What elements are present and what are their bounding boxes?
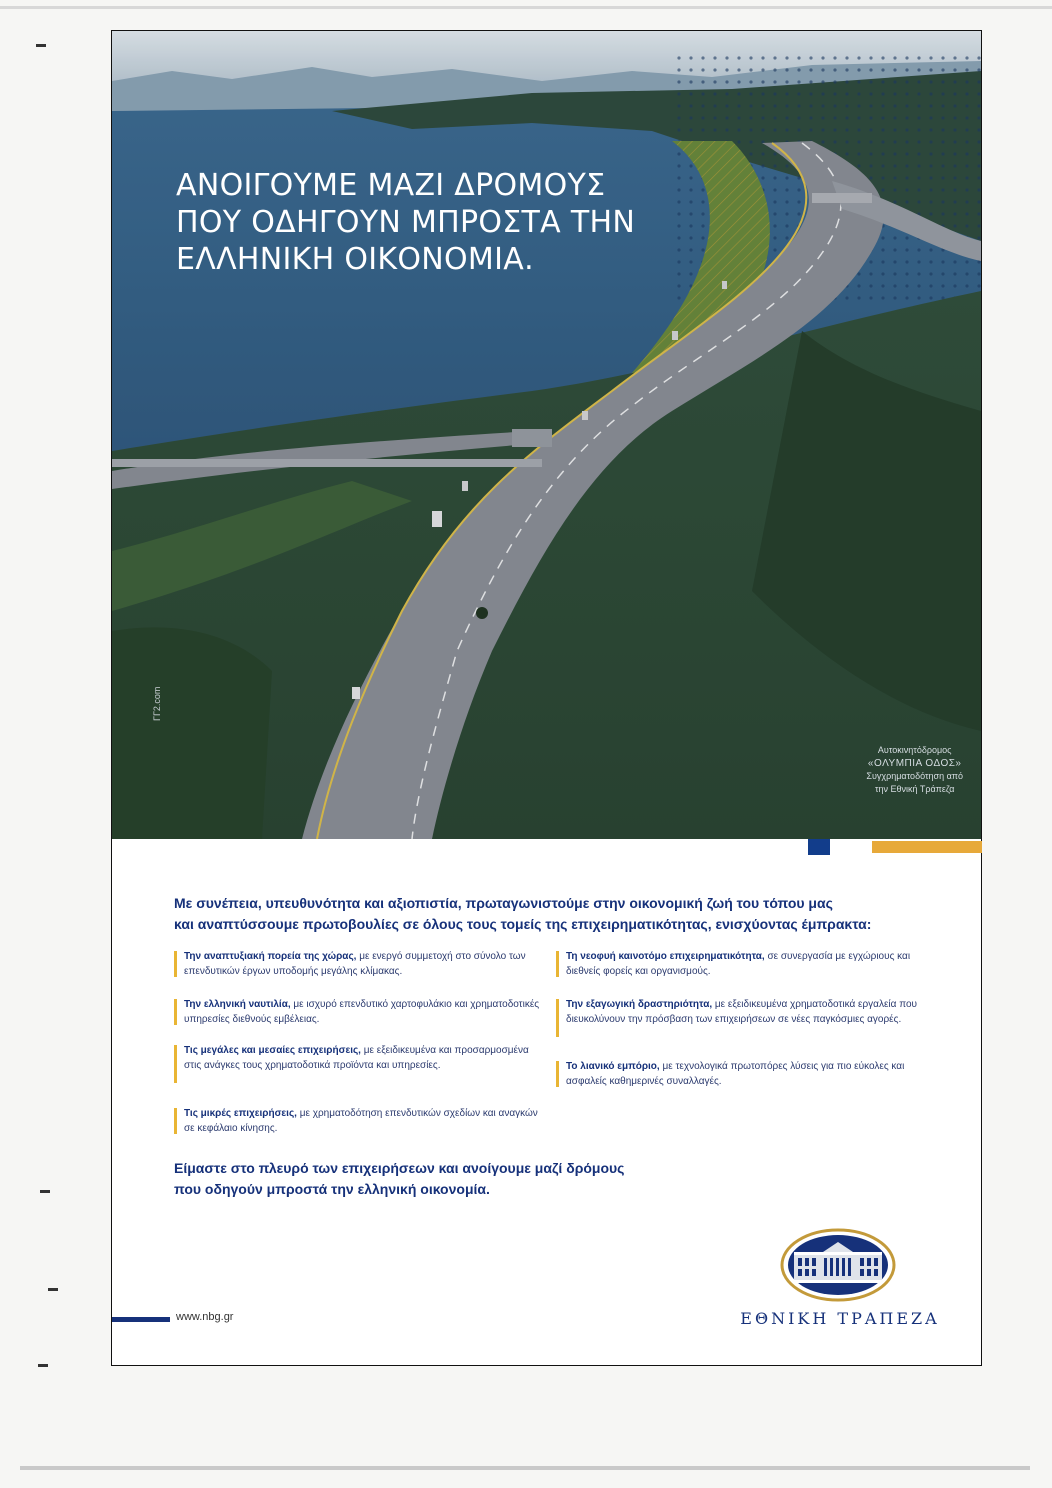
bullet-exports <box>556 997 926 1027</box>
headline <box>176 167 635 278</box>
bullet-text: με εξειδικευμένα χρηματοδοτικά εργαλεία που διευκολύνουν την πρόσβαση των επιχειρήσεων σε νέες παγκόσμιες αγορές. <box>566 999 917 1025</box>
headline-line: ΕΛΛΗΝΙΚΗ ΟΙΚΟΝΟΜΙΑ. <box>176 242 534 277</box>
caption-line: την Εθνική Τράπεζα <box>874 784 955 794</box>
scan-edge-top <box>0 6 1052 9</box>
brand-name: ΕΘΝΙΚΗ ΤΡΑΠΕΖΑ <box>740 1309 940 1328</box>
bullet-retail <box>556 1059 926 1089</box>
closing-statement <box>174 1158 694 1200</box>
website-url[interactable]: www.nbg.gr <box>176 1311 234 1323</box>
highway-aerial-photo <box>112 31 981 839</box>
scan-mark <box>48 1288 58 1291</box>
bullet-title: Το λιανικό εμπόριο, <box>566 1061 660 1072</box>
closing-line: που οδηγούν μπροστά την ελληνική οικονομία. <box>174 1181 490 1197</box>
photo-caption <box>866 744 963 796</box>
bullet-title: Την εξαγωγική δραστηριότητα, <box>566 999 713 1010</box>
bullet-title: Τις μεγάλες και μεσαίες επιχειρήσεις, <box>184 1045 361 1056</box>
bullet-title: Την ελληνική ναυτιλία, <box>184 999 291 1010</box>
nbg-building-logo <box>780 1228 896 1302</box>
bullet-text: με εξειδικευμένα και προσαρμοσμένα στις ανάγκες τους χρηματοδοτικά προϊόντα και υπηρεσίες. <box>184 1045 529 1071</box>
advertisement <box>111 30 982 1366</box>
bullet-infrastructure <box>174 949 544 979</box>
url-accent-bar <box>112 1317 170 1322</box>
intro-paragraph <box>174 893 934 935</box>
bullet-startups <box>556 949 926 979</box>
intro-line: και αναπτύσσουμε πρωτοβουλίες σε όλους τους τομείς της επιχειρηματικότητας, ενισχύοντας έμπρακτα: <box>174 916 872 932</box>
scan-edge-bottom <box>20 1466 1030 1470</box>
scan-mark <box>40 1190 50 1193</box>
blue-accent-strip <box>808 839 830 855</box>
scan-mark <box>36 44 46 47</box>
caption-highway-name: «ΟΛΥΜΠΙΑ ΟΔΟΣ» <box>867 758 962 769</box>
bullet-title: Τη νεοφυή καινοτόμο επιχειρηματικότητα, <box>566 951 765 962</box>
bullet-small-businesses <box>174 1106 544 1136</box>
bullet-text: με ενεργό συμμετοχή στο σύνολο των επενδυτικών έργων υποδομής μεγάλης κλίμακας. <box>184 951 526 977</box>
highway-illustration <box>112 31 981 839</box>
intro-line: Με συνέπεια, υπευθυνότητα και αξιοπιστία, πρωταγωνιστούμε στην οικονομική ζωή του τόπου μας <box>174 895 833 911</box>
bullet-title: Την αναπτυξιακή πορεία της χώρας, <box>184 951 357 962</box>
gold-accent-strip <box>872 841 982 853</box>
caption-line: Αυτοκινητόδρομος <box>877 745 952 755</box>
bullet-text: με χρηματοδότηση επενδυτικών σχεδίων και αναγκών σε κεφάλαιο κίνησης. <box>184 1108 538 1134</box>
bullet-title: Τις μικρές επιχειρήσεις, <box>184 1108 297 1119</box>
nbg-building-logo-icon <box>780 1228 896 1302</box>
bullet-large-enterprises <box>174 1043 544 1073</box>
headline-line: ΑΝΟΙΓΟΥΜΕ ΜΑΖΙ ΔΡΟΜΟΥΣ <box>176 168 606 203</box>
caption-line: Συγχρηματοδότηση από <box>866 771 963 781</box>
headline-line: ΠΟΥ ΟΔΗΓΟΥΝ ΜΠΡΟΣΤΑ ΤΗΝ <box>176 205 636 240</box>
closing-line: Είμαστε στο πλευρό των επιχειρήσεων και ανοίγουμε μαζί δρόμους <box>174 1160 625 1176</box>
bullet-text: με ισχυρό επενδυτικό χαρτοφυλάκιο και χρηματοδοτικές υπηρεσίες διεθνούς εμβέλειας. <box>184 999 540 1025</box>
photo-credit: ΓΓ2.com <box>152 686 162 721</box>
bullet-shipping <box>174 997 544 1027</box>
scan-mark <box>38 1364 48 1367</box>
bullet-text: με τεχνολογικά πρωτοπόρες λύσεις για πιο εύκολες και ασφαλείς καθημερινές συναλλαγές. <box>566 1061 905 1087</box>
bullet-text: σε συνεργασία με εγχώριους και διεθνείς φορείς και οργανισμούς. <box>566 951 911 977</box>
